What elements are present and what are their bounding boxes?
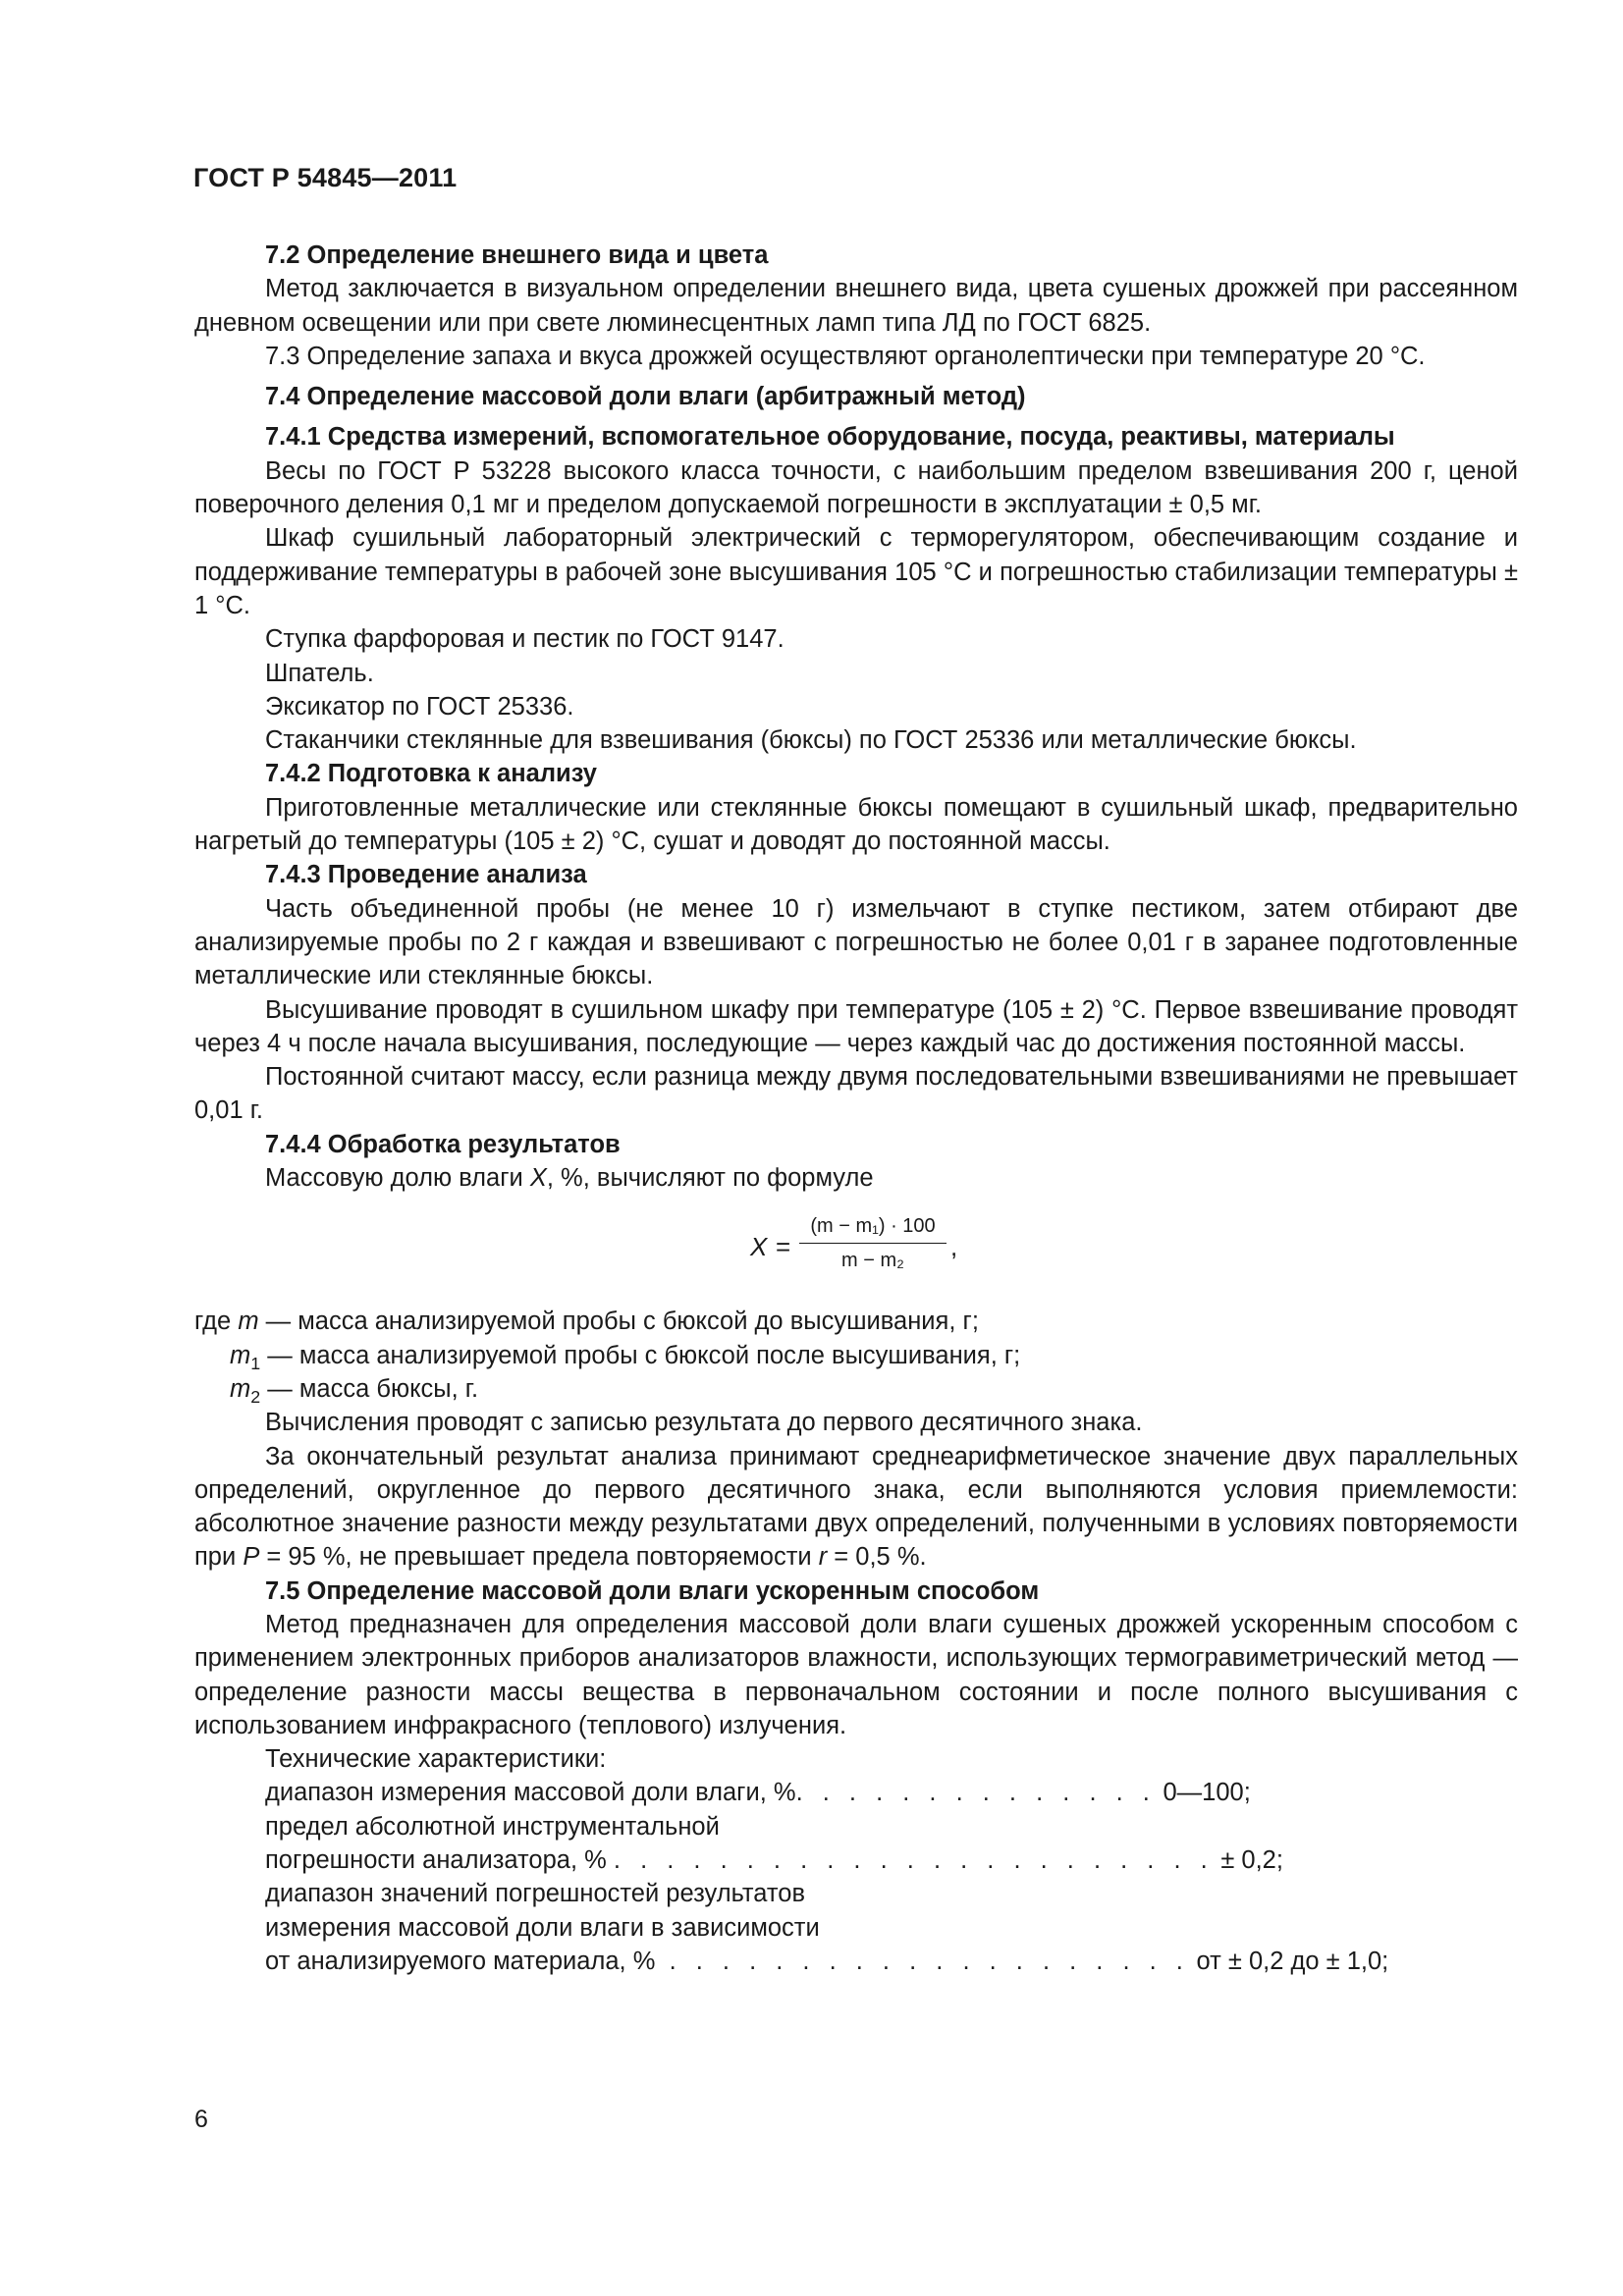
section-7-4-2-title: 7.4.2 Подготовка к анализу — [265, 760, 597, 788]
section-7-5-title: 7.5 Определение массовой доли влаги ускоренным способом — [265, 1576, 1040, 1605]
formula-equals: = — [776, 1232, 791, 1262]
section-7-4-3-para-drying: Высушивание проводят в сушильном шкафу при температуре (105 ± 2) °С. Первое взвешивание проводят через 4 ч после начала высушивания, последующие — через каждый час до достижения постоянной массы. — [194, 995, 1518, 1057]
section-7-5-para: Метод предназначен для определения массовой доли влаги сушеных дрожжей ускоренным способом с применением электронных приборов анализаторов влажности, использующих термогравиметрический метод — определение разности массы вещества в первоначальном состоянии и после полного высушивания с использованием инфракрасного (теплового) излучения. — [194, 1610, 1518, 1739]
section-7-4-2-para: Приготовленные металлические или стеклянные бюксы помещают в сушильный шкаф, предварительно нагретый до температуры (105 ± 2) °С, сушат и доводят до постоянной массы. — [194, 793, 1518, 856]
section-7-4-1-para-beakers: Стаканчики стеклянные для взвешивания (бюксы) по ГОСТ 25336 или металлические бюксы. — [265, 726, 1357, 755]
spec-result-error: от анализируемого материала, % . . . . . . . . . . . . . . . . . . . . от ± 0,2 до ± 1,0; — [265, 1947, 1389, 1975]
section-7-4-4-para-calc: Вычисления проводят с записью результата до первого десятичного знака. — [265, 1409, 1143, 1437]
spec-moisture-range: диапазон измерения массовой доли влаги, %. . . . . . . . . . . . . . 0—100; — [265, 1779, 1251, 1807]
section-7-4-1-para-spatula: Шпатель. — [265, 659, 374, 687]
formula-denominator: m − m₂ — [841, 1250, 904, 1272]
formula-comma: , — [950, 1232, 958, 1262]
section-7-4-title: 7.4 Определение массовой доли влаги (арбитражный метод) — [265, 383, 1026, 411]
page-number: 6 — [194, 2106, 208, 2133]
section-7-4-4-intro: Массовую долю влаги X, %, вычисляют по формуле — [265, 1164, 874, 1193]
formula-fraction-bar — [799, 1243, 947, 1244]
where-line-m1: $m_1$ — масса анализируемой пробы с бюксой после высушивания, г; — [230, 1341, 1021, 1373]
section-7-3-text: 7.3 Определение запаха и вкуса дрожжей осуществляют органолептически при температуре 20 °С. — [265, 342, 1426, 370]
document-header: ГОСТ Р 54845—2011 — [193, 163, 458, 192]
where-line-m2: $m_2$ — масса бюксы, г. — [230, 1374, 479, 1407]
moisture-formula — [194, 1201, 1518, 1303]
section-7-2-title: 7.2 Определение внешнего вида и цвета — [265, 241, 769, 269]
section-7-4-3-para-sampling: Часть объединенной пробы (не менее 10 г) измельчают в ступке пестиком, затем отбирают две анализируемые пробы по 2 г каждая и взвешивают с погрешностью не более 0,01 г в заранее подготовленные металлические или стеклянные бюксы. — [194, 894, 1518, 990]
where-line-m: где m — масса анализируемой пробы с бюксой до высушивания, г; — [194, 1308, 979, 1336]
section-7-4-1-para-desiccator: Эксикатор по ГОСТ 25336. — [265, 692, 574, 721]
formula-lhs: X — [750, 1232, 768, 1262]
section-7-4-1-para-oven: Шкаф сушильный лабораторный электрический с терморегулятором, обеспечивающим создание и поддерживание температуры в рабочей зоне высушивания 105 °С и погрешностью стабилизации температуры ± 1 °С. — [194, 524, 1518, 619]
section-7-2-text: Метод заключается в визуальном определении внешнего вида, цвета сушеных дрожжей при рассеянном дневном освещении или при свете люминесцентных ламп типа ЛД по ГОСТ 6825. — [194, 275, 1518, 337]
spec-instrument-error-line1: предел абсолютной инструментальной — [265, 1812, 720, 1841]
section-7-4-1-para-scales: Весы по ГОСТ Р 53228 высокого класса точности, с наибольшим пределом взвешивания 200 г, ценой поверочного деления 0,1 мг и пределом допускаемой погрешности в эксплуатации ± 0,5 мг. — [194, 456, 1518, 519]
spec-result-error-line2: измерения массовой доли влаги в зависимости — [265, 1913, 820, 1942]
section-7-4-4-para-final: За окончательный результат анализа принимают среднеарифметическое значение двух параллельных определений, округленное до первого десятичного знака, если выполняются условия приемлемости: абсолютное значение разности между результатами двух определений, полученными в условиях повторяемости при P = 95 %, не превышает предела повторяемости r = 0,5 %. — [194, 1442, 1518, 1572]
section-7-4-3-title: 7.4.3 Проведение анализа — [265, 861, 587, 889]
formula-fraction — [799, 1212, 947, 1274]
formula-numerator: (m − m₁) · 100 — [810, 1215, 936, 1238]
section-7-4-1-title: 7.4.1 Средства измерений, вспомогательное оборудование, посуда, реактивы, материалы — [265, 423, 1395, 452]
section-7-4-4-title: 7.4.4 Обработка результатов — [265, 1130, 621, 1158]
spec-instrument-error: погрешности анализатора, % . . . . . . . . . . . . . . . . . . . . . . . ± 0,2; — [265, 1846, 1283, 1875]
spec-result-error-line1: диапазон значений погрешностей результатов — [265, 1880, 806, 1908]
specs-title: Технические характеристики: — [265, 1745, 607, 1774]
section-7-4-1-para-mortar: Ступка фарфоровая и пестик по ГОСТ 9147. — [265, 625, 784, 654]
section-7-4-3-para-constant: Постоянной считают массу, если разница между двумя последовательными взвешиваниями не превышает 0,01 г. — [194, 1063, 1518, 1125]
document-body — [194, 239, 1518, 1978]
